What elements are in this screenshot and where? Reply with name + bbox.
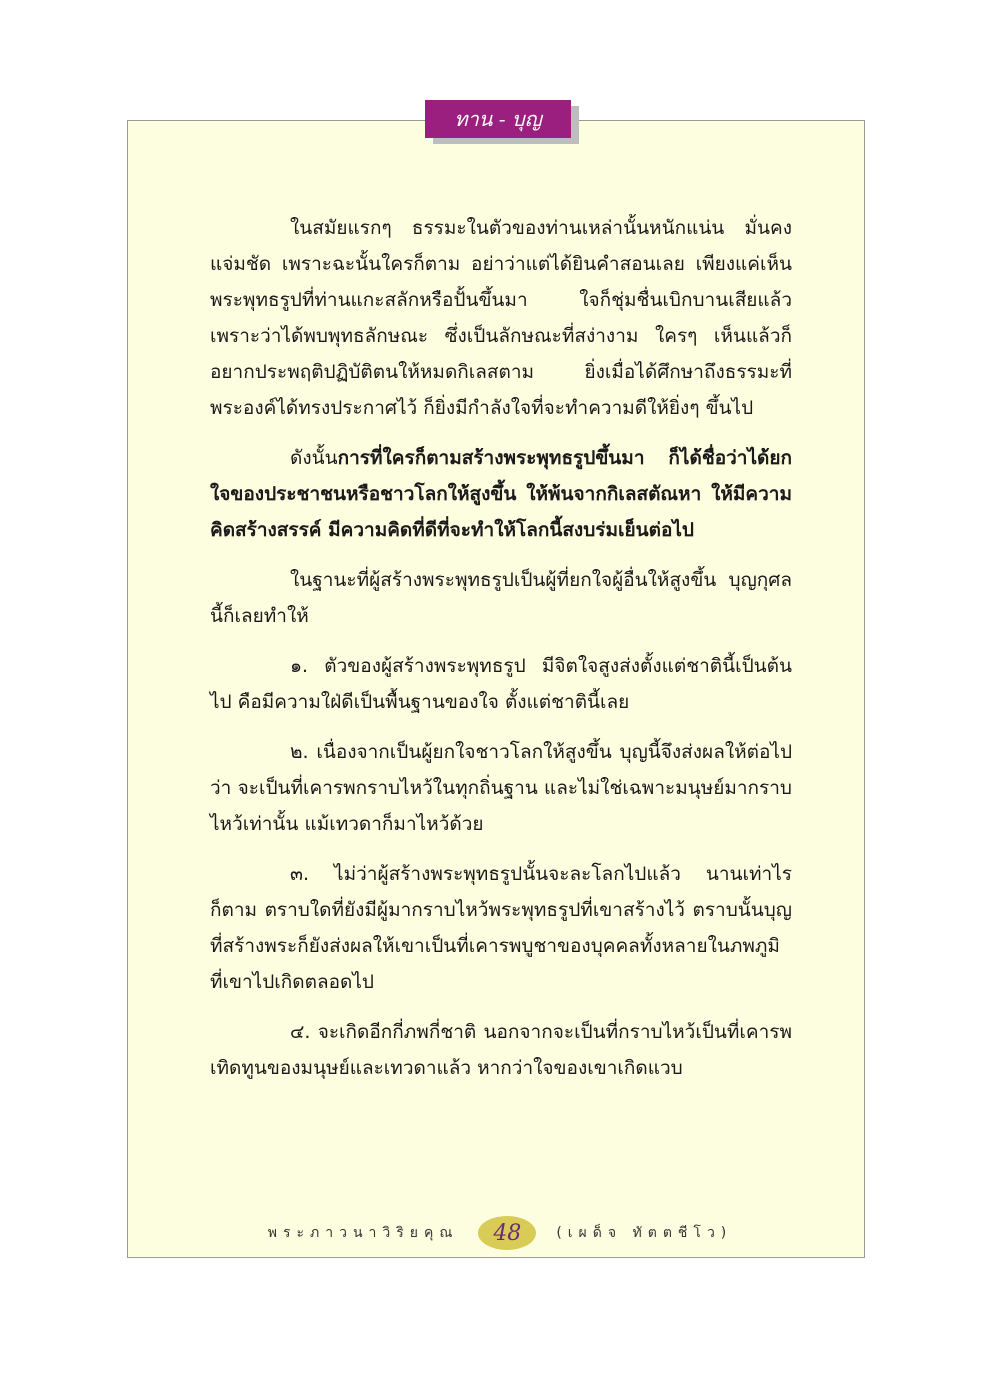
list-item-1: ๑. ตัวของผู้สร้างพระพุทธรูป มีจิตใจสูงส่งตั้งแต่ชาตินี้เป็นต้นไป คือมีความใฝ่ดีเป็นพื้นฐานของใจ ตั้งแต่ชาตินี้เลย: [210, 655, 792, 713]
page-number: 48: [493, 1220, 522, 1246]
body-text: [210, 210, 792, 1100]
paragraph: ในสมัยแรกๆ ธรรมะในตัวของท่านเหล่านั้นหนักแน่น มั่นคง แจ่มชัด เพราะฉะนั้นใครก็ตาม อย่าว่าแต่ได้ยินคำสอนเลย เพียงแค่เห็นพระพุทธรูปที่ท่านแกะสลักหรือปั้นขึ้นมา ใจก็ชุ่มชื่นเบิกบานเสียแล้ว เพราะว่าได้พบพุทธลักษณะ ซึ่งเป็นลักษณะที่สง่างาม ใครๆ เห็นแล้วก็อยากประพฤติปฏิบัติตนให้หมดกิเลสตาม ยิ่งเมื่อได้ศึกษาถึงธรรมะที่พระองค์ได้ทรงประกาศไว้ ก็ยิ่งมีกำลังใจที่จะทำความดีให้ยิ่งๆ ขึ้นไป: [210, 217, 792, 419]
footer-author-name: (เผด็จ ทัตตชีโว): [556, 1225, 733, 1241]
paragraph: ในฐานะที่ผู้สร้างพระพุทธรูปเป็นผู้ที่ยกใจผู้อื่นให้สูงขึ้น บุญกุศลนี้ก็เลยทำให้: [210, 569, 792, 627]
header-tab: [425, 100, 571, 138]
page-number-badge: [478, 1216, 536, 1250]
paragraph-bold: การที่ใครก็ตามสร้างพระพุทธรูปขึ้นมา ก็ได้ชื่อว่าได้ยกใจของประชาชนหรือชาวโลกให้สูงขึ้น ให้พ้นจากกิเลสตัณหา ให้มีความคิดสร้างสรรค์ มีความคิดที่ดีที่จะทำให้โลกนี้สงบร่มเย็นต่อไป: [210, 447, 792, 541]
list-item-2: ๒. เนื่องจากเป็นผู้ยกใจชาวโลกให้สูงขึ้น บุญนี้จึงส่งผลให้ต่อไปว่า จะเป็นที่เคารพกราบไหว้ในทุกถิ่นฐาน และไม่ใช่เฉพาะมนุษย์มากราบไหว้เท่านั้น แม้เทวดาก็มาไหว้ด้วย: [210, 741, 792, 835]
page-footer: [0, 1213, 1000, 1253]
header-tab-label: ทาน - บุญ: [454, 107, 542, 131]
list-item-3: ๓. ไม่ว่าผู้สร้างพระพุทธรูปนั้นจะละโลกไปแล้ว นานเท่าไรก็ตาม ตราบใดที่ยังมีผู้มากราบไหว้พระพุทธรูปที่เขาสร้างไว้ ตราบนั้นบุญที่สร้างพระก็ยังส่งผลให้เขาเป็นที่เคารพบูชาของบุคคลทั้งหลายในภพภูมิที่เขาไปเกิดตลอดไป: [210, 863, 792, 993]
paragraph-lead: ดังนั้น: [290, 447, 338, 469]
footer-author: พระภาวนาวิริยคุณ: [267, 1225, 459, 1241]
paragraph-emphasis: [210, 440, 792, 548]
list-item-4: ๔. จะเกิดอีกกี่ภพกี่ชาติ นอกจากจะเป็นที่กราบไหว้เป็นที่เคารพ เทิดทูนของมนุษย์และเทวดาแล้ว หากว่าใจของเขาเกิดแวบ: [210, 1021, 792, 1079]
